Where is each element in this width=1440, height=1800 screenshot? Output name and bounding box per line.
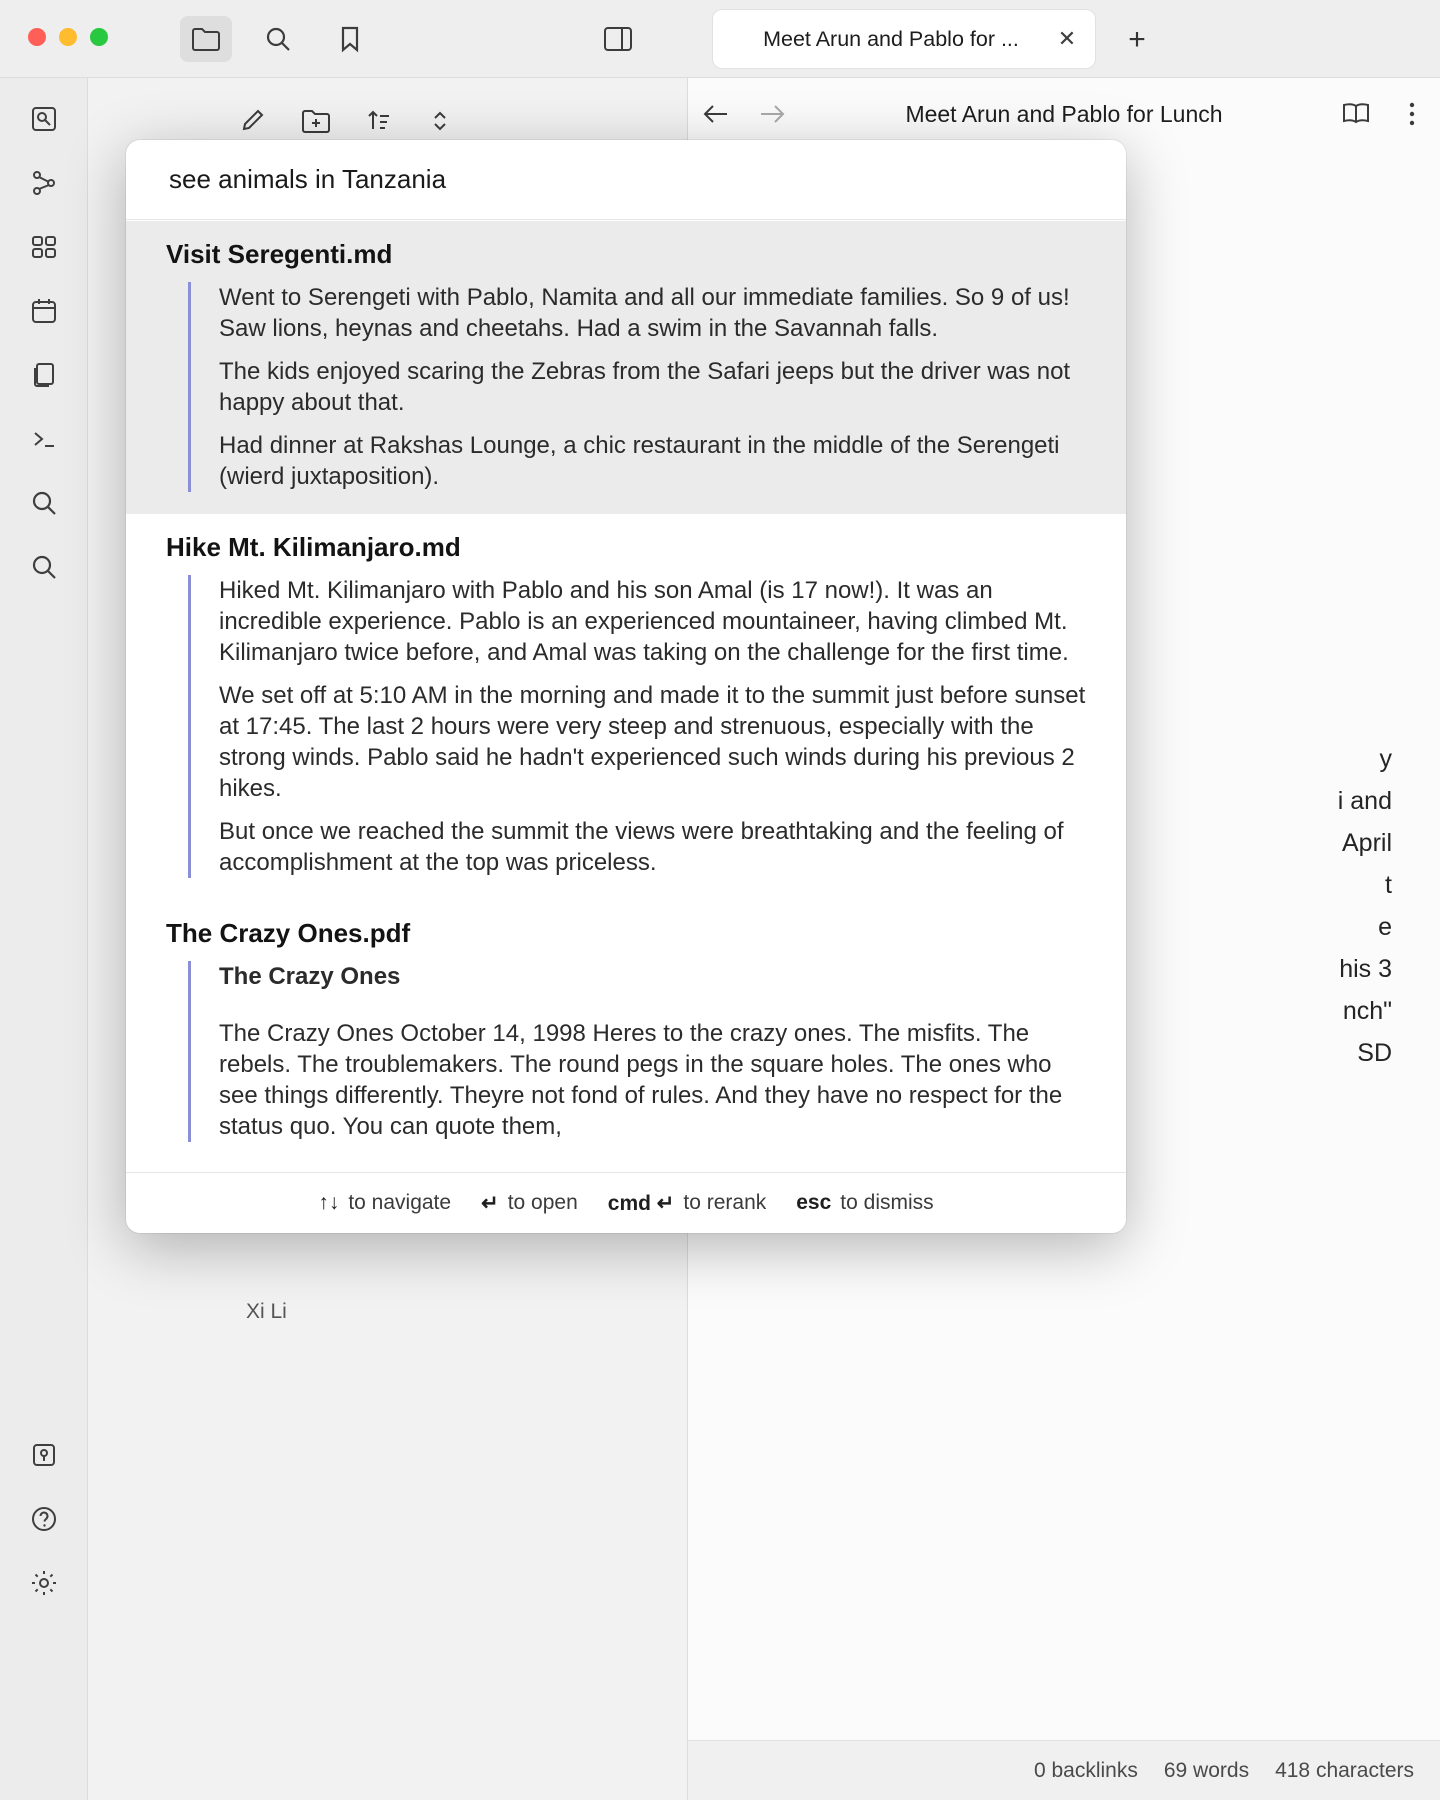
hint-key: ↑↓ — [318, 1191, 340, 1214]
result-paragraph: But once we reached the summit the views were breathtaking and the feeling of accomplishment at the top was priceless. — [219, 818, 1064, 876]
hint-key: esc — [796, 1191, 832, 1214]
traffic-lights — [28, 28, 108, 46]
result-paragraph: Went to Serengeti with Pablo, Namita and all our immediate families. So 9 of us! Saw lions, heynas and cheetahs. Had a swim in the Savannah falls. — [219, 284, 1070, 342]
hint-key: ↵ — [481, 1191, 499, 1215]
status-bar — [688, 1740, 1440, 1800]
search-result-item[interactable] — [126, 221, 1126, 514]
character-count: 418 characters — [1275, 1758, 1414, 1782]
search-icon[interactable] — [17, 476, 71, 530]
search-result-item[interactable] — [126, 514, 1126, 900]
search-result-item[interactable] — [126, 900, 1126, 1164]
result-snippet — [188, 961, 1086, 1142]
documents-icon[interactable] — [17, 348, 71, 402]
close-icon[interactable]: ✕ — [1057, 26, 1077, 51]
new-tab-button[interactable]: + — [1128, 23, 1146, 56]
result-snippet — [188, 575, 1086, 878]
editor-line: e — [1378, 913, 1392, 941]
note-list-caption: Xi Li — [246, 1300, 287, 1323]
result-title: Hike Mt. Kilimanjaro.md — [166, 532, 461, 562]
folder-icon[interactable] — [180, 16, 232, 62]
editor-line: nch" — [1342, 997, 1392, 1025]
result-title: Visit Seregenti.md — [166, 239, 393, 269]
editor-line: t — [1385, 871, 1392, 899]
note-explorer-icon[interactable] — [17, 92, 71, 146]
dashboard-icon[interactable] — [17, 220, 71, 274]
hint-open — [481, 1191, 578, 1216]
result-snippet — [188, 282, 1086, 492]
editor-line: his 3 — [1339, 955, 1392, 983]
hint-label: to dismiss — [840, 1191, 934, 1214]
result-paragraph: The kids enjoyed scaring the Zebras from the Safari jeeps but the driver was not happy about that. — [219, 358, 1071, 416]
result-title: The Crazy Ones.pdf — [166, 918, 411, 948]
new-note-icon[interactable] — [228, 97, 280, 145]
result-paragraph: Hiked Mt. Kilimanjaro with Pablo and his son Amal (is 17 now!). It was an incredible experience. Pablo is an experienced mountaineer, having climbed Mt. Kilimanjaro twice before, and Amal was taking on the challenge for the first time. — [219, 577, 1069, 666]
hint-label: to rerank — [683, 1191, 767, 1214]
terminal-icon[interactable] — [17, 412, 71, 466]
new-folder-icon[interactable] — [290, 97, 342, 145]
zoom-window-button[interactable] — [90, 28, 108, 46]
close-window-button[interactable] — [28, 28, 46, 46]
graph-icon[interactable] — [17, 156, 71, 210]
more-options-icon[interactable] — [1384, 88, 1440, 140]
result-paragraph: We set off at 5:10 AM in the morning and made it to the summit just before sunset at 17:45. The last 2 hours were very steep and strenuous, especially with the strong winds. Pablo said he hadn't experienced such winds during his previous 2 hikes. — [219, 682, 1086, 802]
hint-label: to open — [507, 1191, 578, 1214]
editor-line: April — [1341, 829, 1392, 857]
word-count: 69 words — [1163, 1758, 1250, 1782]
tab-meet-arun-and-pablo[interactable] — [713, 10, 1095, 68]
collapse-icon[interactable] — [414, 97, 466, 145]
editor-title: Meet Arun and Pablo for Lunch — [905, 100, 1223, 127]
tab-strip — [690, 0, 1440, 78]
activity-rail — [0, 78, 88, 1800]
backlinks-count: 0 backlinks — [1033, 1758, 1138, 1782]
title-bar — [0, 0, 1440, 78]
result-paragraph: The Crazy Ones October 14, 1998 Heres to the crazy ones. The misfits. The rebels. The troublemakers. The round pegs in the square holes. The ones who see things differently. Theyre not fond of rules. And they have no respect for the status quo. You can quote them, — [219, 1020, 1063, 1140]
forward-arrow-icon[interactable] — [744, 88, 800, 140]
pin-icon[interactable] — [17, 1428, 71, 1482]
editor-line: i and — [1337, 787, 1392, 815]
back-arrow-icon[interactable] — [688, 88, 744, 140]
semantic-search-icon[interactable] — [17, 540, 71, 594]
minimize-window-button[interactable] — [59, 28, 77, 46]
result-paragraph: Had dinner at Rakshas Lounge, a chic restaurant in the middle of the Serengeti (wierd juxtaposition). — [219, 432, 1060, 490]
search-icon[interactable] — [252, 16, 304, 62]
reading-mode-icon[interactable] — [1328, 88, 1384, 140]
calendar-icon[interactable] — [17, 284, 71, 338]
hint-label: to navigate — [348, 1191, 452, 1214]
hint-key: cmd ↵ — [607, 1191, 675, 1215]
editor-line: y — [1379, 745, 1392, 773]
help-icon[interactable] — [17, 1492, 71, 1546]
hint-dismiss — [796, 1191, 933, 1215]
hint-rerank — [608, 1191, 766, 1216]
hint-navigate — [318, 1191, 451, 1215]
semantic-search-modal — [126, 140, 1126, 1233]
bookmark-icon[interactable] — [324, 16, 376, 62]
sort-icon[interactable] — [352, 97, 404, 145]
editor-line: SD — [1357, 1039, 1392, 1067]
modal-shortcut-hints — [126, 1172, 1126, 1233]
search-results-list[interactable] — [126, 221, 1126, 1174]
result-paragraph: The Crazy Ones — [219, 963, 401, 990]
sidebar-right-icon[interactable] — [592, 16, 644, 62]
tab-label: Meet Arun and Pablo for ... — [763, 26, 1019, 51]
settings-icon[interactable] — [17, 1556, 71, 1610]
search-input[interactable]: see animals in Tanzania — [126, 140, 1126, 220]
